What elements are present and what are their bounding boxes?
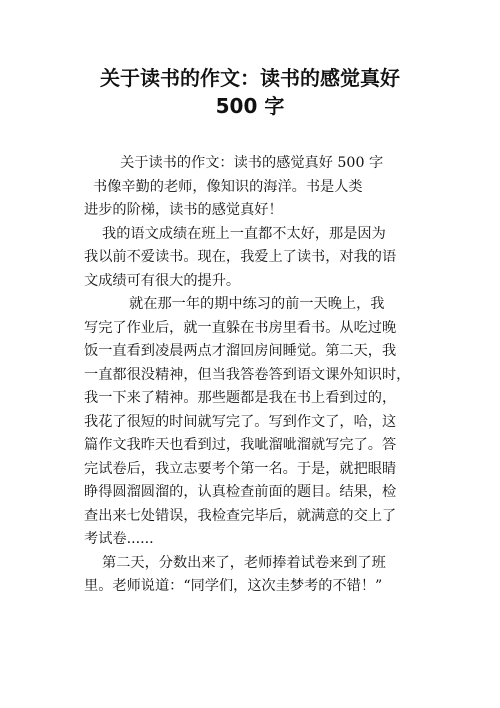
text-line: 书像辛勤的老师，像知识的海洋。书是人类 bbox=[84, 178, 363, 195]
text-line: 饭一直看到凌晨两点才溜回房间睡觉。第二天，我 bbox=[84, 343, 397, 359]
text-line: 我的语文成绩在班上一直都不太好，那是因为 bbox=[84, 225, 386, 242]
essay-body bbox=[84, 152, 424, 599]
text-line: 考试卷...... bbox=[84, 531, 154, 547]
text-line: 一直都很没精神，但当我答卷答到语文课外知识时， bbox=[84, 366, 411, 383]
document-title bbox=[0, 64, 500, 120]
text-line: 查出来七处错误，我检查完毕后，就满意的交上了 bbox=[84, 507, 397, 524]
text-line: 里。老师说道：“同学们，这次圭梦考的不错！” bbox=[84, 578, 383, 594]
text-line: 写完了作业后，就一直躲在书房里看书。从吃过晚 bbox=[84, 319, 397, 336]
title-line-2: 500 字 bbox=[215, 94, 285, 118]
text-line: 完试卷后，我立志要考个第一名。于是，就把眼睛 bbox=[84, 460, 397, 477]
text-line: 文成绩可有很大的提升。 bbox=[84, 272, 241, 289]
text-line: 第二天，分数出来了，老师捧着试卷来到了班 bbox=[84, 554, 386, 571]
text-line: 就在那一年的期中练习的前一天晚上，我 bbox=[84, 296, 385, 312]
text-line: 关于读书的作文：读书的感觉真好 500 字 bbox=[84, 155, 384, 171]
title-line-1: 关于读书的作文：读书的感觉真好 bbox=[100, 66, 400, 90]
text-line: 我一下来了精神。那些题都是我在书上看到过的， bbox=[84, 390, 397, 406]
text-line: 进步的阶梯，读书的感觉真好！ bbox=[84, 202, 283, 218]
text-line: 我花了很短的时间就写完了。写到作文了，哈，这 bbox=[84, 413, 397, 430]
text-line: 睁得圆溜圆溜的，认真检查前面的题目。结果，检 bbox=[84, 484, 397, 500]
text-line: 我以前不爱读书。现在，我爱上了读书，对我的语 bbox=[84, 249, 397, 265]
text-line: 篇作文我昨天也看到过，我呲溜呲溜就写完了。答 bbox=[84, 437, 397, 453]
